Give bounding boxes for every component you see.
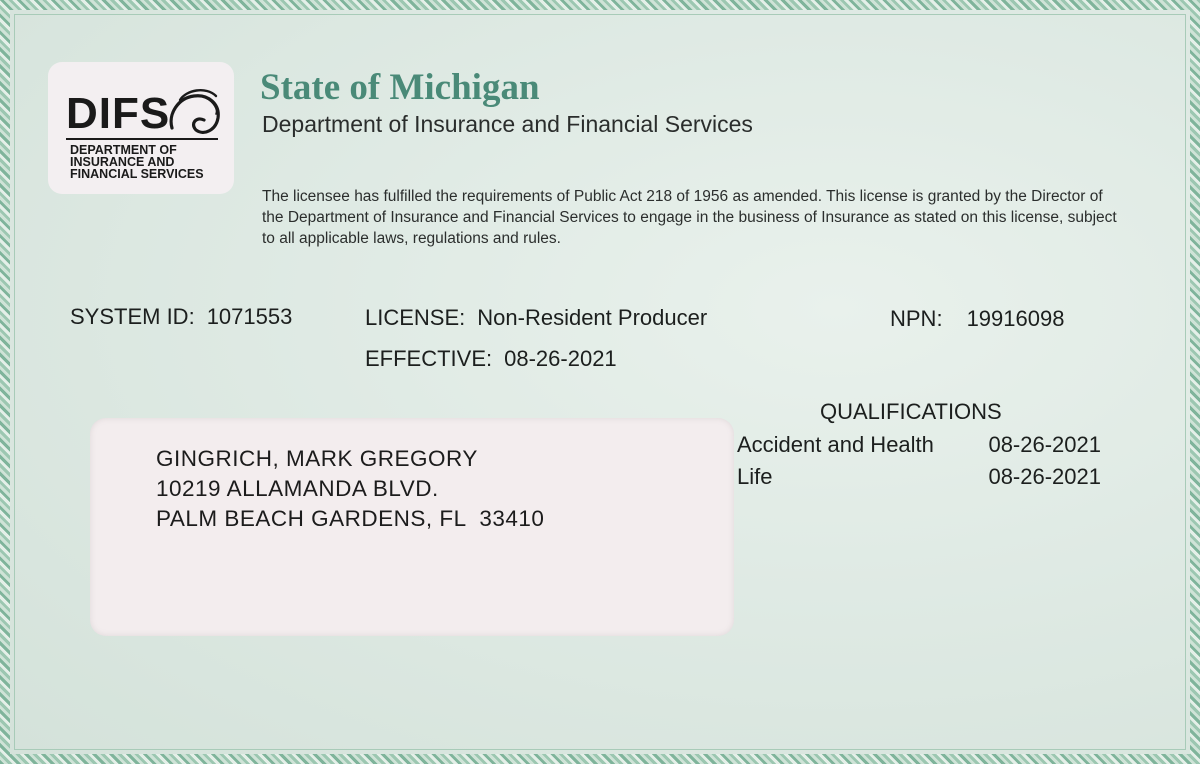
address-street-line: 10219 ALLAMANDA BLVD. [156, 476, 439, 501]
qualification-name: Life [737, 464, 773, 489]
logo-subtitle: DEPARTMENT OF INSURANCE AND FINANCIAL SERVICES [70, 143, 204, 181]
license-type-field [365, 305, 707, 331]
state-title: State of Michigan [260, 67, 540, 108]
logo-mark: DIFS [66, 89, 171, 138]
qualification-row [737, 432, 1101, 460]
license-statement: The licensee has fulfilled the requirements of Public Act 218 of 1956 as amended. This license is granted by the Director of the Department of Insurance and Financial Services to engage in the business of Insurance as stated on this license, subject to all applicable laws, regulations and rules. [262, 188, 1117, 247]
department-title: Department of Insurance and Financial Services [262, 111, 753, 137]
qualification-date: 08-26-2021 [988, 432, 1101, 457]
qualification-row [737, 464, 1101, 492]
npn-value: 19916098 [966, 306, 1065, 331]
effective-date-field [365, 346, 617, 372]
address-window [90, 418, 734, 636]
logo-swirl-icon [166, 84, 226, 142]
difs-logo [48, 62, 234, 194]
qualification-date: 08-26-2021 [988, 464, 1101, 489]
system-id-field [70, 304, 292, 330]
effective-date-value: 08-26-2021 [504, 346, 617, 371]
system-id-label: SYSTEM ID: [70, 304, 195, 329]
qualifications-heading: QUALIFICATIONS [820, 399, 1002, 424]
address-name-line: GINGRICH, MARK GREGORY [156, 446, 478, 471]
effective-label: EFFECTIVE: [365, 346, 493, 371]
license-type-value: Non-Resident Producer [477, 305, 708, 330]
address-city-line: PALM BEACH GARDENS, FL 33410 [156, 506, 545, 531]
system-id-value: 1071553 [206, 304, 293, 329]
logo-divider [66, 138, 218, 140]
qualification-name: Accident and Health [737, 432, 934, 457]
npn-field [890, 306, 1064, 332]
npn-label: NPN: [890, 306, 943, 331]
license-label: LICENSE: [365, 305, 466, 330]
